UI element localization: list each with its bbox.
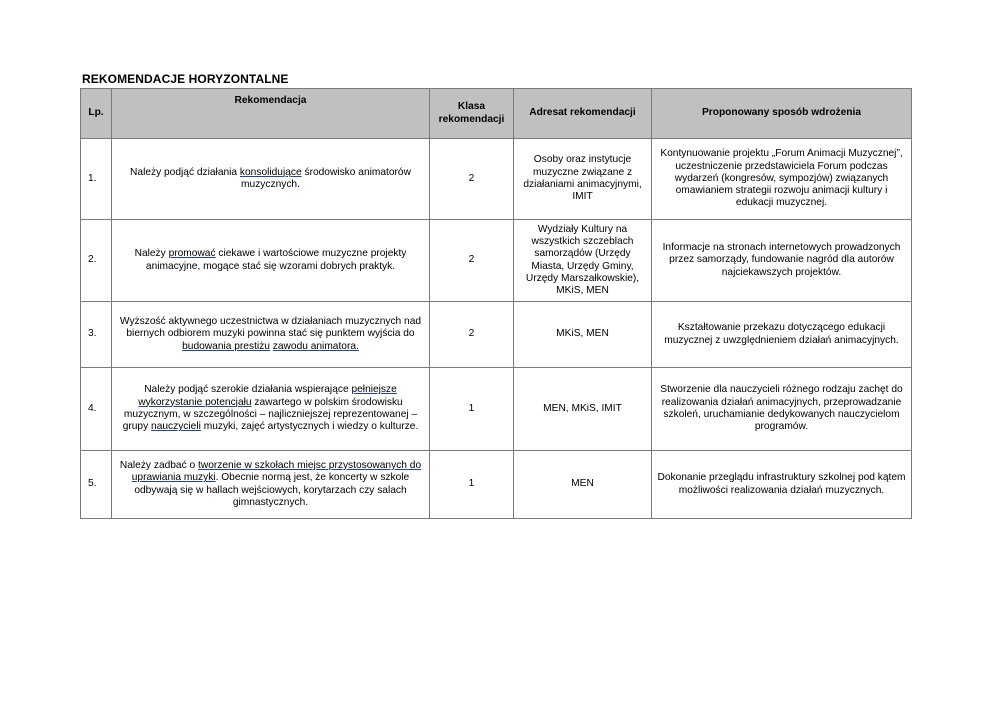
header-sposob-wdrozenia: Proponowany sposób wdrożenia — [652, 89, 912, 139]
header-klasa-rekomendacji: Klasa rekomendacji — [430, 89, 514, 139]
table-row — [81, 368, 912, 451]
row-number: 5. — [81, 451, 112, 519]
addressee-cell: MEN — [514, 451, 652, 519]
row-number: 2. — [81, 220, 112, 302]
table-header-row — [81, 89, 912, 139]
implementation-cell: Kształtowanie przekazu dotyczącego edukacji muzycznej z uwzględnieniem działań animacyjnych. — [652, 302, 912, 368]
row-number: 4. — [81, 368, 112, 451]
recommendation-cell: Należy promować ciekawe i wartościowe muzyczne projekty animacyjne, mogące stać się wzorami dobrych praktyk. — [112, 220, 430, 302]
table-row — [81, 220, 912, 302]
recommendation-cell: Należy podjąć działania konsolidujące środowisko animatorów muzycznych. — [112, 139, 430, 220]
document-title: REKOMENDACJE HORYZONTALNE — [82, 72, 289, 86]
class-cell: 2 — [430, 302, 514, 368]
class-cell: 1 — [430, 451, 514, 519]
addressee-cell: MKiS, MEN — [514, 302, 652, 368]
recommendations-table — [80, 88, 912, 519]
implementation-cell: Stworzenie dla nauczycieli różnego rodzaju zachęt do realizowania działań animacyjnych, przeprowadzanie szkoleń, uruchamianie dedykowanych nauczycielom programów. — [652, 368, 912, 451]
table-row — [81, 302, 912, 368]
recommendation-cell: Należy podjąć szerokie działania wspierające pełniejsze wykorzystanie potencjału zawartego w polskim środowisku muzycznym, w szczególności – najliczniejszej reprezentowanej – grupy nauczycieli muzyki, zajęć artystycznych i wiedzy o kulturze. — [112, 368, 430, 451]
row-number: 3. — [81, 302, 112, 368]
recommendation-cell: Wyższość aktywnego uczestnictwa w działaniach muzycznych nad biernych odbiorem muzyki powinna stać się punktem wyjścia do budowania prestiżu zawodu animatora. — [112, 302, 430, 368]
class-cell: 2 — [430, 220, 514, 302]
header-lp: Lp. — [81, 89, 112, 139]
implementation-cell: Dokonanie przeglądu infrastruktury szkolnej pod kątem możliwości realizowania działań muzycznych. — [652, 451, 912, 519]
table-row — [81, 139, 912, 220]
class-cell: 2 — [430, 139, 514, 220]
addressee-cell: Wydziały Kultury na wszystkich szczeblach samorządów (Urzędy Miasta, Urzędy Gminy, Urzędy Marszałkowskie), MKiS, MEN — [514, 220, 652, 302]
table-row — [81, 451, 912, 519]
class-cell: 1 — [430, 368, 514, 451]
header-rekomendacja: Rekomendacja — [112, 89, 430, 139]
header-adresat-rekomendacji: Adresat rekomendacji — [514, 89, 652, 139]
addressee-cell: MEN, MKiS, IMIT — [514, 368, 652, 451]
implementation-cell: Informacje na stronach internetowych prowadzonych przez samorządy, fundowanie nagród dla autorów najciekawszych projektów. — [652, 220, 912, 302]
recommendation-cell: Należy zadbać o tworzenie w szkołach miejsc przystosowanych do uprawiania muzyki. Obecnie normą jest, że koncerty w szkole odbywają się w hallach wejściowych, korytarzach czy salach gimnastycznych. — [112, 451, 430, 519]
row-number: 1. — [81, 139, 112, 220]
addressee-cell: Osoby oraz instytucje muzyczne związane z działaniami animacyjnymi, IMIT — [514, 139, 652, 220]
implementation-cell: Kontynuowanie projektu „Forum Animacji Muzycznej”, uczestniczenie przedstawiciela Forum podczas wydarzeń (kongresów, sympozjów) związanych omawianiem strategii rozwoju animacji kultury i edukacji muzycznej. — [652, 139, 912, 220]
